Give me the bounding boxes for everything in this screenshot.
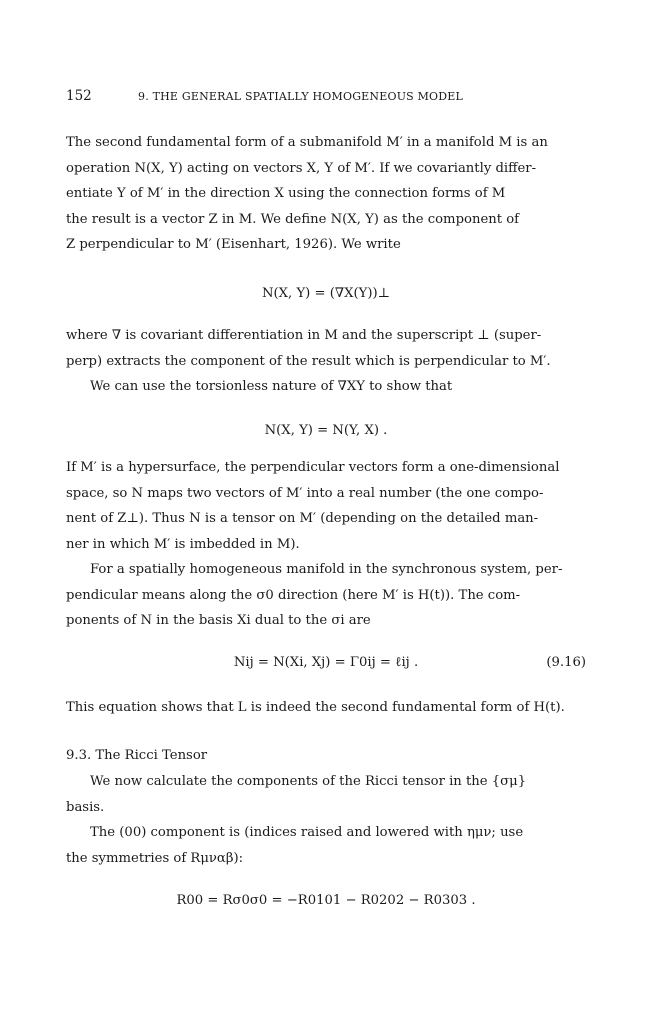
text-line: the result is a vector Z in M. We define N(X, Y) as the component of	[66, 211, 520, 227]
equation-n-symmetry: N(X, Y) = N(Y, X) .	[264, 423, 388, 438]
text-line: For a spatially homogeneous manifold in the synchronous system, per-	[90, 562, 563, 577]
running-header	[66, 88, 463, 104]
text-line: ner in which M′ is imbedded in M).	[66, 536, 300, 552]
text-line: space, so N maps two vectors of M′ into a real number (the one compo-	[66, 485, 544, 501]
running-title: 9. THE GENERAL SPATIALLY HOMOGENEOUS MODEL	[138, 90, 464, 103]
page-number: 152	[66, 88, 92, 104]
text-line: pendicular means along the σ0 direction (here M′ is H(t)). The com-	[66, 587, 521, 603]
section-heading	[66, 743, 586, 769]
text-line: If M′ is a hypersurface, the perpendicular vectors form a one-dimensional	[66, 460, 560, 475]
text-line: This equation shows that L is indeed the second fundamental form of H(t).	[66, 700, 565, 715]
text-line: entiate Y of M′ in the direction X using the connection forms of M	[66, 186, 506, 201]
section-title: The Ricci Tensor	[95, 748, 208, 763]
text-line: basis.	[66, 799, 105, 815]
paragraph-second-fundamental-conclusion	[66, 695, 586, 721]
text-line: The second fundamental form of a submanifold M′ in a manifold M is an	[66, 135, 548, 150]
text-line: Z perpendicular to M′ (Eisenhart, 1926). We write	[66, 237, 401, 252]
equation-n-definition: N(X, Y) = (∇X(Y))⊥	[261, 286, 391, 301]
text-line: the symmetries of Rμναβ):	[66, 850, 244, 866]
text-line: We now calculate the components of the Ricci tensor in the {σμ}	[90, 774, 527, 789]
text-line: where ∇ is covariant differentiation in M and the superscript ⊥ (super-	[66, 328, 542, 343]
section-number: 9.3.	[66, 748, 92, 763]
paragraph-covariant-differentiation	[66, 323, 586, 400]
paragraph-hypersurface	[66, 455, 586, 634]
text-line: perp) extracts the component of the result which is perpendicular to M′.	[66, 353, 551, 369]
text-line: We can use the torsionless nature of ∇XY to show that	[90, 379, 453, 394]
text-line: ponents of N in the basis Xi dual to the σi are	[66, 613, 371, 628]
equation-9-16-row	[66, 650, 586, 676]
equation-r00: R00 = Rσ0σ0 = −R0101 − R0202 − R0303 .	[176, 893, 476, 908]
equation-9-16: Nij = N(Xi, Xj) = Γ0ij = ℓij .	[233, 655, 419, 670]
text-line: The (00) component is (indices raised and lowered with ημν; use	[90, 825, 524, 840]
text-line: operation N(X, Y) acting on vectors X, Y of M′. If we covariantly differ-	[66, 160, 537, 176]
equation-number: (9.16)	[546, 655, 586, 670]
paragraph-second-fundamental-form	[66, 130, 586, 258]
paragraph-ricci-tensor	[66, 769, 586, 871]
text-line: nent of Z⊥). Thus N is a tensor on M′ (depending on the detailed man-	[66, 511, 539, 526]
